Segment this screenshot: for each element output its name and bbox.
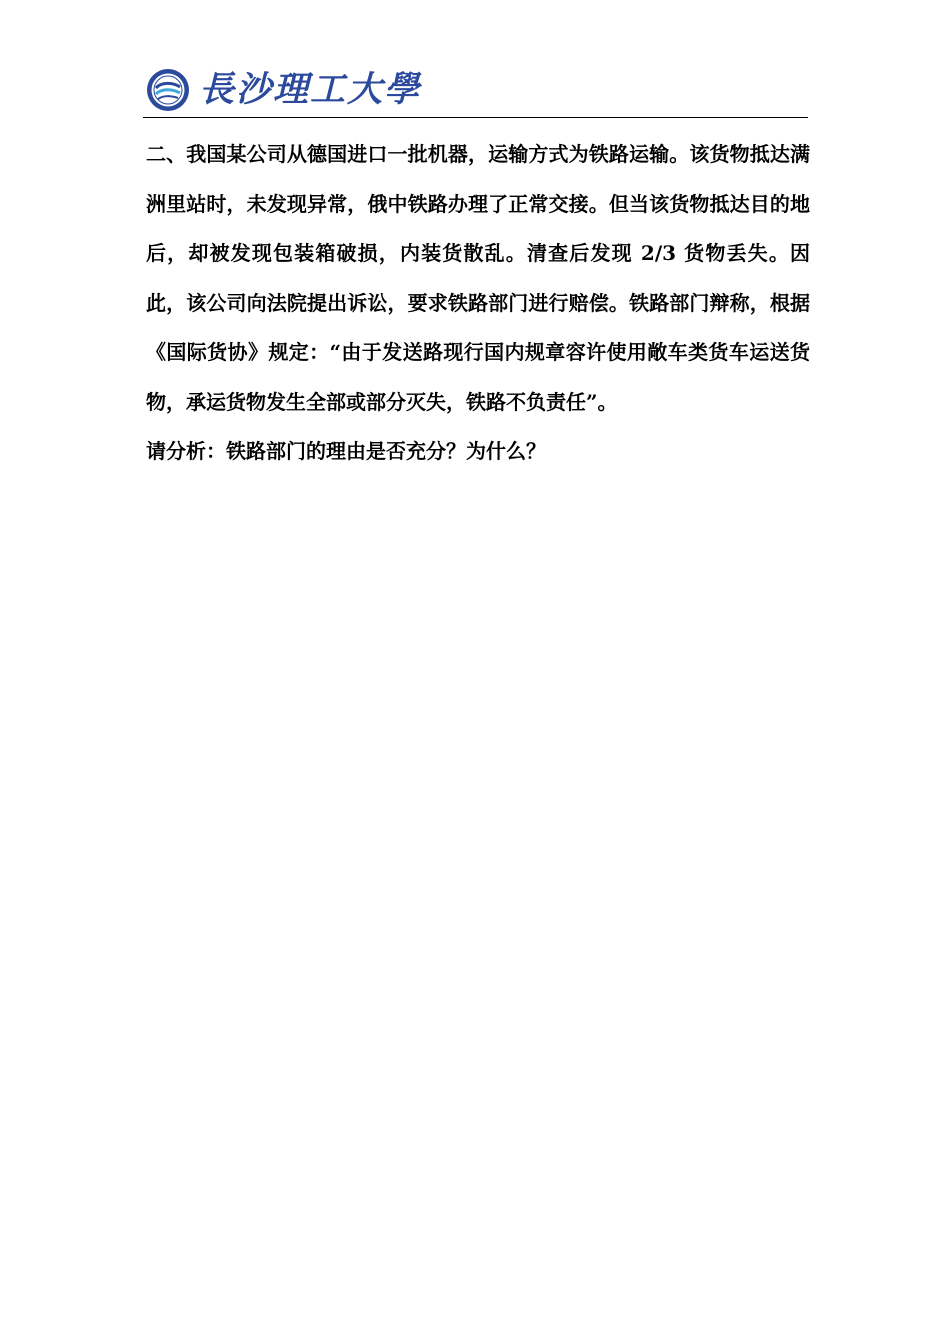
header-divider: [143, 117, 808, 118]
case-paragraph: 二、我国某公司从德国进口一批机器，运输方式为铁路运输。该货物抵达满洲里站时，未发现异常，俄中铁路办理了正常交接。但当该货物抵达目的地后，却被发现包装箱破损，内装货散乱。清查后发现 2/3 货物丢失。因此，该公司向法院提出诉讼，要求铁路部门进行赔偿。铁路部门辩称，根据《国际货协》规定：“由于发送路现行国内规章容许使用敞车类货车运送货物，承运货物发生全部或部分灭失，铁路不负责任”。: [146, 142, 810, 414]
page-header: [143, 62, 808, 118]
university-wordmark: 長沙理工大學: [199, 69, 422, 110]
question-paragraph: 请分析：铁路部门的理由是否充分？为什么？: [146, 439, 546, 463]
document-body: [146, 130, 810, 477]
university-seal-icon: [146, 68, 190, 112]
